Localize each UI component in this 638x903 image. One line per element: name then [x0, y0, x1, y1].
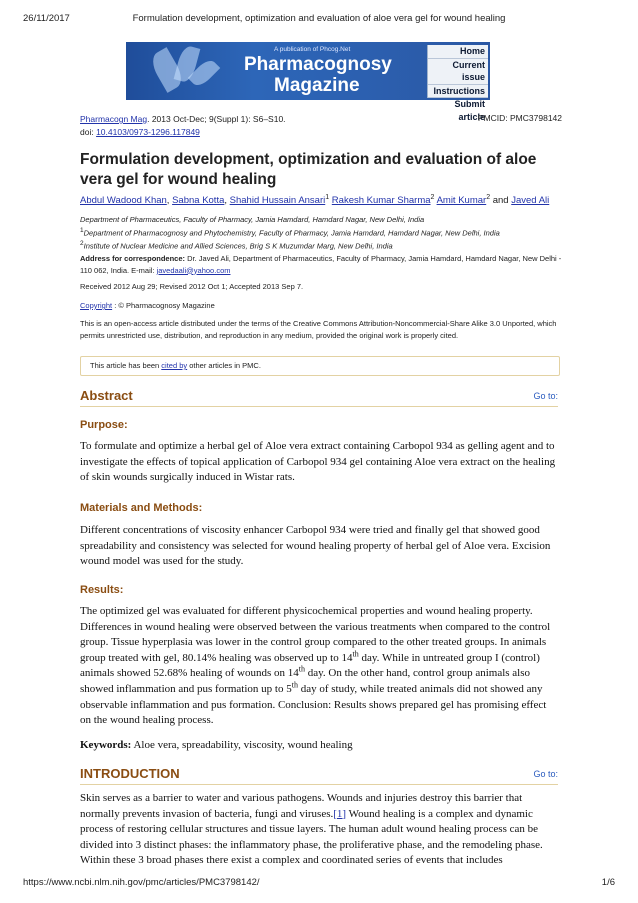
- author-affiliation-sup: 2: [486, 194, 491, 201]
- affiliation: [80, 238, 570, 252]
- author-link[interactable]: Shahid Hussain Ansari: [229, 195, 326, 207]
- journal-title-line2: Magazine: [274, 75, 360, 96]
- author-list: [80, 194, 570, 206]
- nav-current-issue-link[interactable]: Current issue: [428, 59, 488, 85]
- author-link[interactable]: Javed Ali: [511, 195, 550, 207]
- author-link[interactable]: Rakesh Kumar Sharma: [331, 195, 431, 207]
- keywords-text: Aloe vera, spreadability, viscosity, wound healing: [131, 739, 353, 751]
- correspondence-label: Address for correspondence:: [80, 254, 186, 263]
- affiliation-text: Institute of Nuclear Medicine and Allied Sciences, Brig S K Muzumdar Marg, New Delhi, India: [83, 241, 393, 251]
- affiliation-text: Department of Pharmaceutics, Faculty of Pharmacy, Jamia Hamdard, Hamdard Nagar, New Delhi, India: [80, 215, 425, 224]
- results-text: day. On the other hand, control group animals also showed inflammation and pus formation up to 5: [80, 667, 531, 695]
- author-affiliation-sup: 2: [430, 194, 435, 201]
- pmcid: PMCID: PMC3798142: [477, 113, 562, 123]
- nav-home-link[interactable]: Home: [428, 45, 488, 59]
- journal-title-line1: Pharmacognosy: [244, 54, 392, 75]
- doi-link[interactable]: 10.4103/0973-1296.117849: [96, 127, 200, 137]
- affiliation-text: Department of Pharmacognosy and Phytochemistry, Faculty of Pharmacy, Jamia Hamdard, Hamdard Nagar, New Delhi, India: [83, 228, 500, 238]
- banner-nav: [427, 45, 488, 122]
- citation-details: . 2013 Oct-Dec; 9(Suppl 1): S6–S10.: [147, 114, 286, 124]
- results-text: The optimized gel was evaluated for different physicochemical properties and wound healing property. Differences in wound healing were observed between the various treatments when compared to the control group. Tissue hyperplasia was lower in the control group compared to the other treated groups. In animals group treated with gel, 80.14% healing was observed up to 14: [80, 605, 551, 664]
- author-link[interactable]: Sabna Kotta: [172, 195, 225, 207]
- license-text: This is an open-access article distributed under the terms of the Creative Commons Attribution-Noncommercial-Share Alike 3.0 Unported, which permits unrestricted use, distribution, and reproduction in any medium, provided the original work is properly cited.: [80, 319, 557, 340]
- email-link[interactable]: javedaali@yahoo.com: [156, 265, 231, 275]
- author-separator: ,: [224, 195, 230, 207]
- methods-heading: Materials and Methods:: [80, 502, 203, 514]
- results-heading: Results:: [80, 584, 124, 596]
- results-text: day of study, while treated animals did not showed any observable inflammation and pus formation. Conclusion: Results shows prepared gel has promising effect on the wound healing process.: [80, 682, 547, 727]
- article-title: Formulation development, optimization and evaluation of aloe vera gel for wound healing: [80, 151, 537, 188]
- page-number: 1/6: [601, 877, 615, 888]
- affiliation: [80, 225, 570, 239]
- abstract-section-header: [80, 388, 558, 407]
- keywords-label: Keywords:: [80, 739, 132, 751]
- citation-block: [80, 113, 286, 139]
- results-paragraph: [80, 604, 560, 729]
- cited-by-box: [80, 356, 560, 376]
- cited-by-pre: This article has been: [90, 361, 162, 370]
- author-link[interactable]: Abdul Wadood Khan: [80, 195, 167, 207]
- correspondence-text: Dr. Javed Ali, Department of Pharmaceutics, Faculty of Pharmacy, Jamia Hamdard, Hamdard Nagar, New Delhi - 110 062, India. E-mail:: [80, 254, 562, 275]
- doi-label: doi:: [80, 127, 97, 137]
- correspondence: [80, 253, 562, 276]
- copyright-text: : © Pharmacognosy Magazine: [112, 301, 215, 310]
- results-text: day. While in untreated group I (control) animals showed 52.68% healing of wounds on 14: [80, 651, 540, 680]
- keywords-line: [80, 738, 560, 754]
- publisher-note: A publication of Phcog.Net: [274, 46, 351, 53]
- cited-by-link[interactable]: cited by: [161, 361, 188, 370]
- introduction-section-header: [80, 766, 558, 785]
- page-url: https://www.ncbi.nlm.nih.gov/pmc/articles/PMC3798142/: [23, 877, 260, 888]
- methods-paragraph: Different concentrations of viscosity enhancer Carbopol 934 were tried and finally gel that showed good spreadability and consistency was selected for wound healing property of herbal gel of Aloe vera. Excision wound model was used for the study.: [80, 524, 551, 567]
- ordinal-sup: th: [298, 664, 305, 674]
- print-title: Formulation development, optimization and evaluation of aloe vera gel for wound healing: [132, 13, 506, 24]
- introduction-text: Skin serves as a barrier to water and various pathogens. Wounds and injuries destroy this barrier that normally prevents invasion of bacteria, fungi and viruses.: [80, 792, 523, 820]
- article-dates: Received 2012 Aug 29; Revised 2012 Oct 1; Accepted 2013 Sep 7.: [80, 282, 304, 291]
- copyright-link[interactable]: Copyright: [80, 301, 113, 310]
- introduction-paragraph: [80, 791, 560, 869]
- author-affiliation-sup: 1: [325, 194, 330, 201]
- reference-link[interactable]: [1]: [333, 807, 347, 820]
- print-date: 26/11/2017: [23, 13, 70, 24]
- purpose-paragraph: To formulate and optimize a herbal gel of Aloe vera extract containing Carbopol 934 as gelling agent and to investigate the effects of topical application of Carbopol 934 gel containing Aloe vera extract on the healing of skin wounds surgically induced in Wistar rats.: [80, 440, 556, 483]
- nav-instructions-link[interactable]: Instructions: [428, 85, 488, 99]
- affiliation-sup: 2: [80, 240, 84, 247]
- author-separator: and: [490, 195, 512, 207]
- copyright-line: [80, 300, 562, 312]
- ordinal-sup: th: [291, 680, 298, 690]
- introduction-text: Wound healing is a complex and dynamic process of restoring cellular structures and tissue layers. The human adult wound healing process can be divided into 3 distinct phases: the inflammatory phase, the proliferative phase, and the remodeling phase. Within these 3 broad phases there exist a complex and coordinated series of events that includes: [80, 807, 543, 866]
- purpose-heading: Purpose:: [80, 419, 128, 431]
- affiliation-sup: 1: [80, 227, 84, 234]
- affiliation: [80, 214, 570, 225]
- journal-link[interactable]: Pharmacogn Mag: [80, 114, 148, 124]
- nav-submit-article-link[interactable]: Submit article: [454, 99, 485, 122]
- abstract-heading: Abstract: [80, 388, 133, 403]
- author-separator: ,: [166, 195, 173, 207]
- cited-by-post: other articles in PMC.: [187, 361, 261, 370]
- goto-link[interactable]: Go to:: [533, 769, 558, 779]
- goto-link[interactable]: Go to:: [533, 391, 558, 401]
- ordinal-sup: th: [352, 649, 359, 659]
- introduction-heading: INTRODUCTION: [80, 766, 180, 781]
- author-link[interactable]: Amit Kumar: [436, 195, 487, 207]
